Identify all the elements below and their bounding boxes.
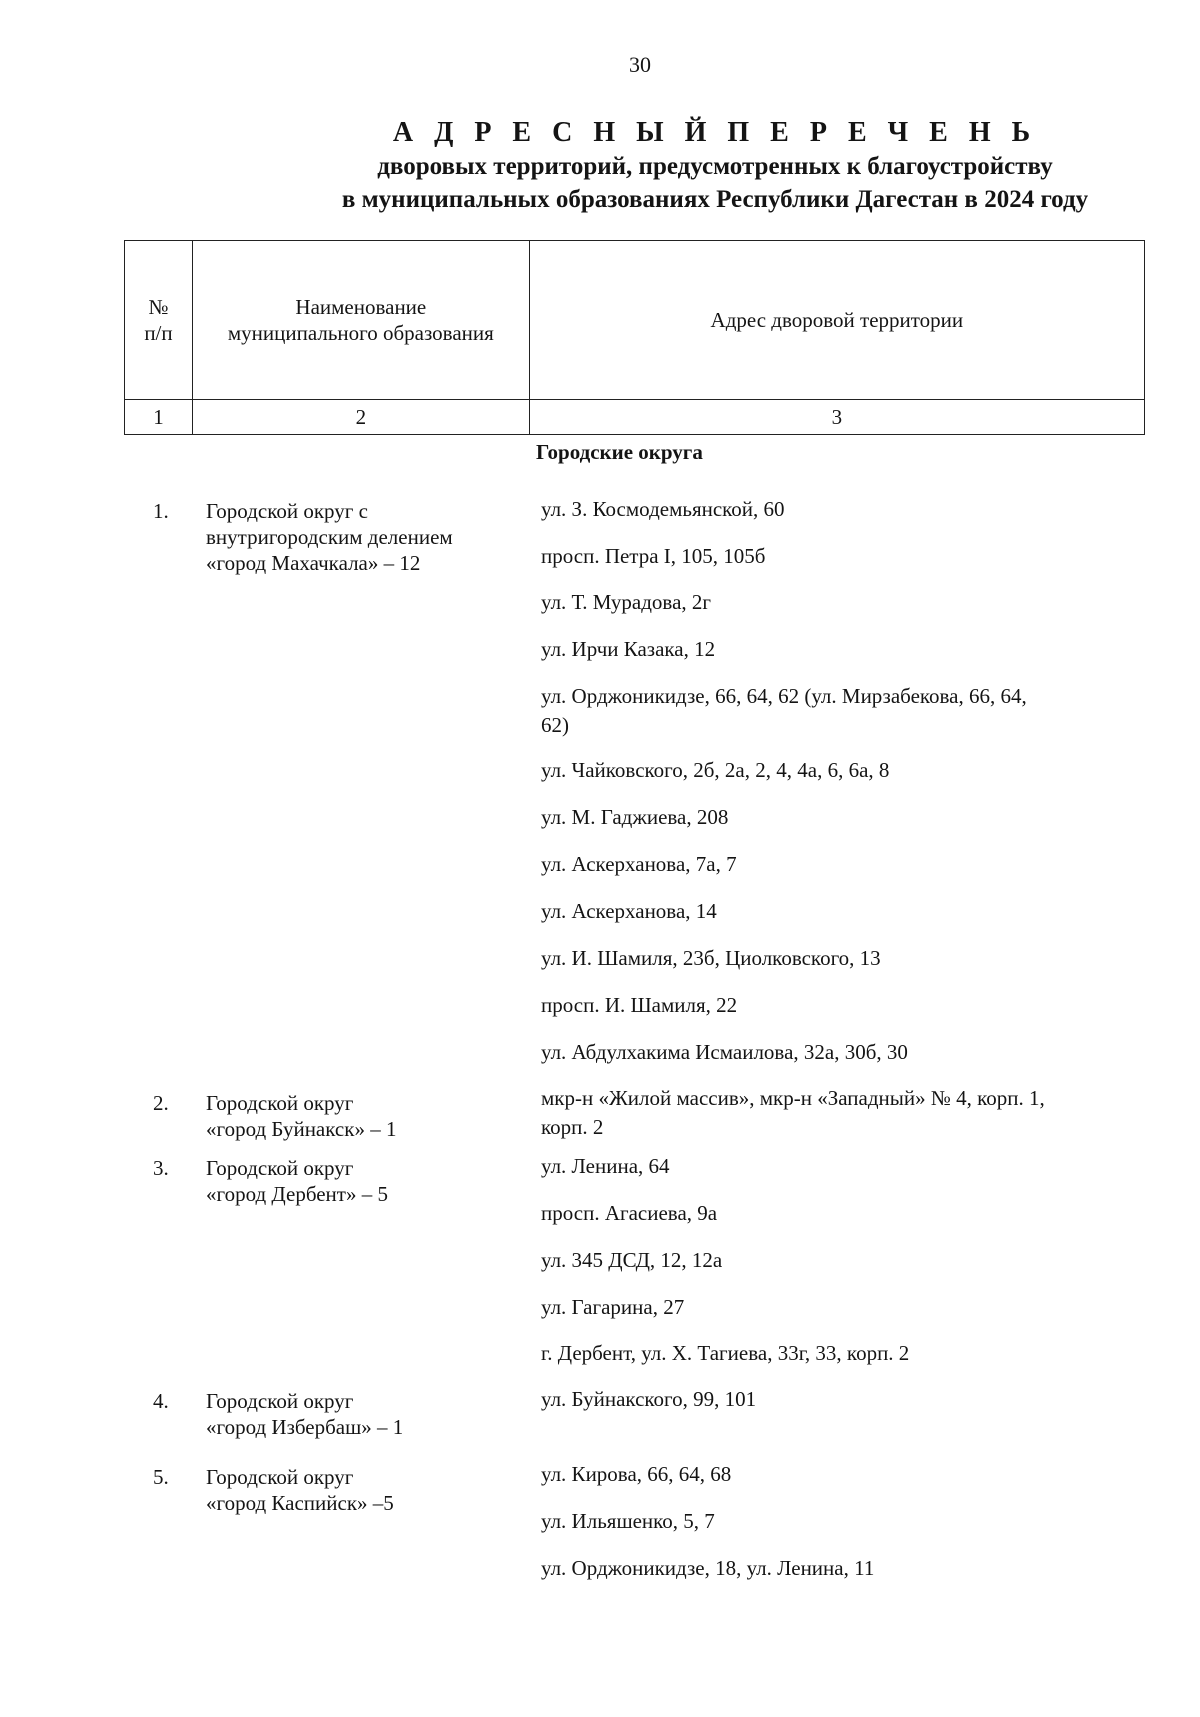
address-line: ул. З. Космодемьянской, 60: [541, 497, 785, 521]
header-cell-address: Адрес дворовой территории: [529, 241, 1144, 400]
address-line: 62): [541, 713, 569, 737]
address-line: ул. Ленина, 64: [541, 1154, 670, 1178]
municipality-name-line: «город Каспийск» –5: [206, 1491, 394, 1515]
municipality-name: [206, 1388, 516, 1440]
column-number-1: 1: [125, 400, 193, 435]
entry-number: 4.: [153, 1389, 169, 1413]
header-number-line-1: №: [148, 295, 169, 319]
address-line: ул. Буйнакского, 99, 101: [541, 1387, 757, 1411]
entry-number: 5.: [153, 1465, 169, 1489]
municipality-name-line: Городской округ с: [206, 499, 368, 523]
document-title: А Д Р Е С Н Ы Й П Е Р Е Ч Е Н Ь: [392, 117, 1038, 148]
address-line: ул. Ильяшенко, 5, 7: [541, 1509, 715, 1533]
municipality-name: [206, 1464, 516, 1516]
address-line: ул. Гагарина, 27: [541, 1295, 685, 1319]
address-table-header: [124, 240, 1145, 435]
municipality-name-line: «город Махачкала» – 12: [206, 551, 421, 575]
header-row: [125, 241, 1145, 400]
address-line: мкр-н «Жилой массив», мкр-н «Западный» № 4, корп. 1,: [541, 1086, 1045, 1110]
address-line: просп. Петра I, 105, 105б: [541, 544, 766, 568]
header-municipality-line-1: Наименование: [295, 295, 427, 319]
title-block: [150, 116, 1200, 216]
address-line: ул. Орджоникидзе, 18, ул. Ленина, 11: [541, 1556, 875, 1580]
column-number-3: 3: [529, 400, 1144, 435]
column-number-row: [125, 400, 1145, 435]
header-cell-municipality: [192, 241, 529, 400]
section-heading: Городские округа: [536, 440, 703, 464]
page-number: 30: [629, 52, 651, 77]
municipality-name-line: Городской округ: [206, 1156, 354, 1180]
address-line: ул. И. Шамиля, 23б, Циолковского, 13: [541, 946, 881, 970]
municipality-name-line: Городской округ: [206, 1389, 354, 1413]
municipality-name: [206, 1155, 516, 1207]
address-line: г. Дербент, ул. Х. Тагиева, 33г, 33, корп. 2: [541, 1341, 910, 1365]
document-subtitle-line-2: в муниципальных образованиях Республики Дагестан в 2024 году: [341, 186, 1089, 213]
address-line: ул. Абдулхакима Исмаилова, 32а, 30б, 30: [541, 1040, 908, 1064]
municipality-name-line: «город Избербаш» – 1: [206, 1415, 404, 1439]
municipality-name-line: «город Буйнакск» – 1: [206, 1117, 397, 1141]
column-number-2: 2: [192, 400, 529, 435]
address-line: ул. Орджоникидзе, 66, 64, 62 (ул. Мирзабекова, 66, 64,: [541, 684, 1027, 708]
address-line: ул. Т. Мурадова, 2г: [541, 590, 712, 614]
address-line: корп. 2: [541, 1115, 604, 1139]
address-line: ул. Аскерханова, 14: [541, 899, 717, 923]
header-municipality-line-2: муниципального образования: [227, 321, 494, 345]
header-cell-number: [125, 241, 193, 400]
address-line: ул. Чайковского, 2б, 2а, 2, 4, 4а, 6, 6а, 8: [541, 758, 890, 782]
address-line: просп. И. Шамиля, 22: [541, 993, 738, 1017]
municipality-name: [206, 1090, 516, 1142]
municipality-name-line: Городской округ: [206, 1465, 354, 1489]
address-line: ул. Кирова, 66, 64, 68: [541, 1462, 732, 1486]
address-line: просп. Агасиева, 9а: [541, 1201, 718, 1225]
document-subtitle-line-1: дворовых территорий, предусмотренных к благоустройству: [377, 153, 1053, 180]
municipality-name-line: Городской округ: [206, 1091, 354, 1115]
header-number-line-2: п/п: [144, 321, 173, 345]
entry-number: 2.: [153, 1091, 169, 1115]
address-line: ул. 345 ДСД, 12, 12а: [541, 1248, 723, 1272]
address-line: ул. М. Гаджиева, 208: [541, 805, 729, 829]
entry-number: 3.: [153, 1156, 169, 1180]
address-line: ул. Аскерханова, 7а, 7: [541, 852, 737, 876]
municipality-name: [206, 498, 516, 576]
municipality-name-line: внутригородским делением: [206, 525, 453, 549]
municipality-name-line: «город Дербент» – 5: [206, 1182, 388, 1206]
address-line: ул. Ирчи Казака, 12: [541, 637, 716, 661]
entry-number: 1.: [153, 499, 169, 523]
